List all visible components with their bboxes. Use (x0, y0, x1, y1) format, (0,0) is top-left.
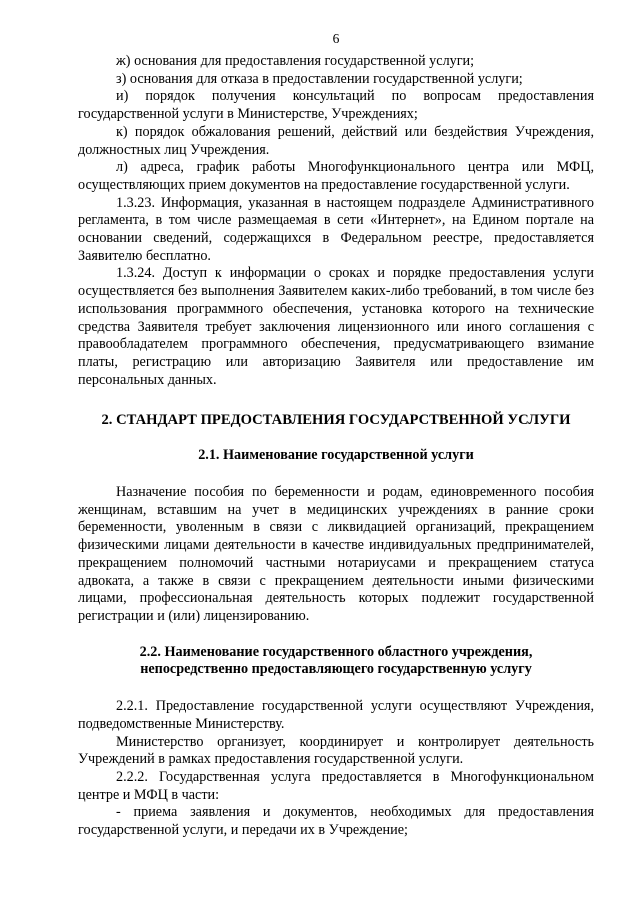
paragraph-2-2-2: 2.2.2. Государственная услуга предоставляется в Многофункциональном центре и МФЦ в части: (78, 768, 594, 803)
subsection-title-2-2 (78, 644, 594, 679)
paragraph-dash-item: - приема заявления и документов, необходимых для предоставления государственной услуги, и передачи их в Учреждение; (78, 804, 594, 839)
paragraph-1-3-24: 1.3.24. Доступ к информации о сроках и порядке предоставления услуги осуществляется без выполнения Заявителем каких-либо требований, в том числе без использования программного обеспечения, установка которого на технические средства Заявителя требует заключения лицензионного или иного соглашения с правообладателем программного обеспечения, предусматривающего взимание платы, регистрацию или авторизацию Заявителя или предоставление им персональных данных. (78, 265, 594, 388)
section-title-2: 2. СТАНДАРТ ПРЕДОСТАВЛЕНИЯ ГОСУДАРСТВЕННОЙ УСЛУГИ (101, 412, 571, 429)
paragraph-list-item-i: и) порядок получения консультаций по вопросам предоставления государственной услуги в Министерстве, Учреждениях; (78, 88, 594, 123)
subsection-title-2-2-line-2: непосредственно предоставляющего государственную услугу (140, 661, 532, 678)
paragraph-ministry: Министерство организует, координирует и контролирует деятельность Учреждений в рамках предоставления государственной услуги. (78, 733, 594, 768)
paragraph-2-2-1: 2.2.1. Предоставление государственной услуги осуществляют Учреждения, подведомственные Министерству. (78, 698, 594, 732)
paragraph-2-1: Назначение пособия по беременности и родам, единовременного пособия женщинам, вставшим на учет в медицинских учреждениях в ранние сроки беременности, уволенным в связи с ликвидацией организаций, прекращением физическими лицами деятельности в качестве индивидуальных предпринимателей, прекращением полномочий частными нотариусами и прекращением статуса адвоката, а также в связи с прекращением деятельности иными физическими лицами, профессиональная деятельность которых подлежит государственной регистрации и (или) лицензированию. (78, 484, 594, 624)
paragraph-list-item-l: л) адреса, график работы Многофункционального центра или МФЦ, осуществляющих прием документов на предоставление государственной услуги. (78, 159, 594, 193)
subsection-title-2-2-line-1: 2.2. Наименование государственного областного учреждения, (139, 643, 533, 660)
paragraph-list-item-z: з) основания для отказа в предоставлении государственной услуги; (116, 70, 523, 87)
paragraph-list-item-k: к) порядок обжалования решений, действий или бездействия Учреждения, должностных лиц Учреждения. (78, 123, 594, 158)
page-number: 6 (332, 31, 340, 46)
paragraph-1-3-23: 1.3.23. Информация, указанная в настоящем подразделе Административного регламента, в том числе размещаемая в сети «Интернет», на Едином портале на основании сведений, содержащихся в Федеральном реестре, предоставляется Заявителю бесплатно. (78, 194, 594, 264)
subsection-title-2-1: 2.1. Наименование государственной услуги (198, 447, 474, 464)
paragraph-list-item-zh: ж) основания для предоставления государственной услуги; (116, 53, 475, 69)
document-page (78, 30, 594, 840)
